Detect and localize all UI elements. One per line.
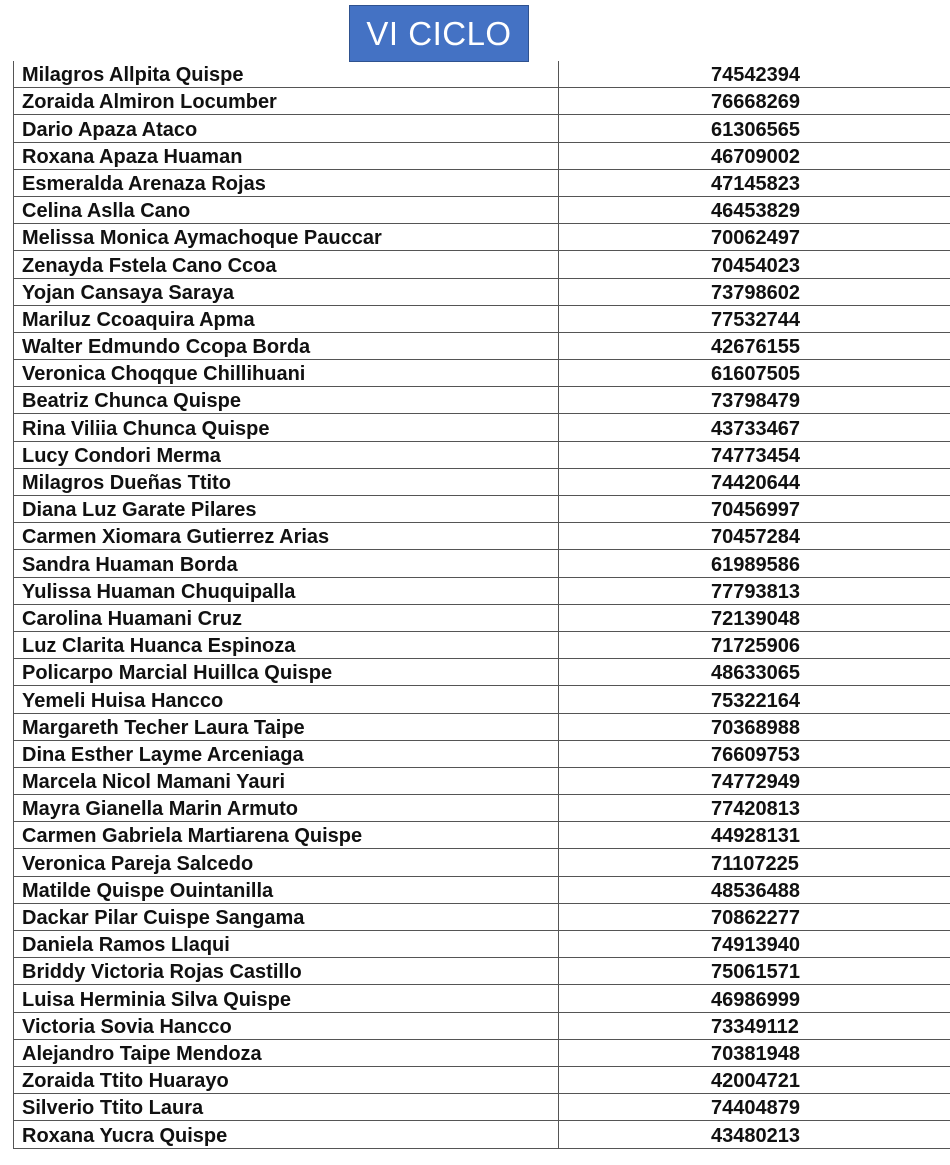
student-name-cell: Marcela Nicol Mamani Yauri bbox=[14, 768, 559, 794]
student-code-cell: 77532744 bbox=[711, 308, 800, 331]
student-name-cell: Celina Aslla Cano bbox=[14, 197, 559, 223]
table-row bbox=[14, 605, 950, 632]
table-row bbox=[14, 822, 950, 849]
student-name-cell: Carmen Gabriela Martiarena Quispe bbox=[14, 822, 559, 848]
student-code-cell: 70456997 bbox=[711, 499, 800, 522]
table-row bbox=[14, 251, 950, 278]
table-row bbox=[14, 985, 950, 1012]
table-row bbox=[14, 1121, 950, 1148]
table-row bbox=[14, 61, 950, 88]
student-name-cell: Mayra Gianella Marin Armuto bbox=[14, 795, 559, 821]
table-row bbox=[14, 904, 950, 931]
student-name-cell: Beatriz Chunca Quispe bbox=[14, 387, 559, 413]
student-name-cell: Briddy Victoria Rojas Castillo bbox=[14, 958, 559, 984]
student-code-cell: 70454023 bbox=[711, 254, 800, 277]
student-code-cell: 76668269 bbox=[711, 91, 800, 114]
student-name-cell: Yojan Cansaya Saraya bbox=[14, 279, 559, 305]
table-row bbox=[14, 197, 950, 224]
student-name-cell: Carolina Huamani Cruz bbox=[14, 605, 559, 631]
student-name-cell: Melissa Monica Aymachoque Pauccar bbox=[14, 224, 559, 250]
table-row bbox=[14, 686, 950, 713]
student-name-cell: Carmen Xiomara Gutierrez Arias bbox=[14, 523, 559, 549]
student-name-cell: Dina Esther Layme Arceniaga bbox=[14, 741, 559, 767]
table-row bbox=[14, 1013, 950, 1040]
table-row bbox=[14, 143, 950, 170]
student-code-cell: 61306565 bbox=[711, 118, 800, 141]
student-code-cell: 74404879 bbox=[711, 1097, 800, 1120]
table-row bbox=[14, 442, 950, 469]
student-code-cell: 75322164 bbox=[711, 689, 800, 712]
table-row bbox=[14, 306, 950, 333]
student-code-cell: 61607505 bbox=[711, 363, 800, 386]
table-row bbox=[14, 115, 950, 142]
table-row bbox=[14, 279, 950, 306]
student-name-cell: Dario Apaza Ataco bbox=[14, 115, 559, 141]
student-code-cell: 61989586 bbox=[711, 553, 800, 576]
student-name-cell: Policarpo Marcial Huillca Quispe bbox=[14, 659, 559, 685]
student-name-cell: Rina Viliia Chunca Quispe bbox=[14, 414, 559, 440]
student-code-cell: 70862277 bbox=[711, 907, 800, 929]
student-code-cell: 71107225 bbox=[711, 852, 799, 875]
table-row bbox=[14, 414, 950, 441]
cycle-title-badge bbox=[349, 5, 529, 62]
student-code-cell: 74542394 bbox=[711, 64, 800, 87]
student-code-cell: 43480213 bbox=[711, 1124, 800, 1147]
table-row bbox=[14, 714, 950, 741]
table-row bbox=[14, 659, 950, 686]
student-code-cell: 42004721 bbox=[711, 1070, 800, 1093]
table-row bbox=[14, 1067, 950, 1094]
table-row bbox=[14, 333, 950, 360]
table-row bbox=[14, 1040, 950, 1067]
student-name-cell: Alejandro Taipe Mendoza bbox=[14, 1040, 559, 1066]
table-row bbox=[14, 1094, 950, 1121]
student-name-cell: Veronica Pareja Salcedo bbox=[14, 849, 559, 875]
table-row bbox=[14, 849, 950, 876]
student-name-cell: Yemeli Huisa Hancco bbox=[14, 686, 559, 712]
student-name-cell: Zoraida Ttito Huarayo bbox=[14, 1067, 559, 1093]
student-code-cell: 43733467 bbox=[711, 417, 800, 440]
table-row bbox=[14, 496, 950, 523]
table-row bbox=[14, 387, 950, 414]
table-row bbox=[14, 741, 950, 768]
table-row bbox=[14, 958, 950, 985]
student-code-cell: 71725906 bbox=[711, 635, 800, 658]
student-code-cell: 70368988 bbox=[711, 716, 800, 739]
student-name-cell: Margareth Techer Laura Taipe bbox=[14, 714, 559, 740]
student-code-cell: 73798479 bbox=[711, 390, 800, 413]
student-table bbox=[13, 61, 950, 1149]
student-code-cell: 77420813 bbox=[711, 798, 800, 821]
student-code-cell: 74420644 bbox=[711, 472, 800, 494]
student-code-cell: 77793813 bbox=[711, 580, 800, 603]
student-name-cell: Milagros Dueñas Ttito bbox=[14, 469, 559, 495]
student-code-cell: 74773454 bbox=[711, 444, 800, 467]
student-code-cell: 48536488 bbox=[711, 879, 800, 902]
student-code-cell: 47145823 bbox=[711, 172, 800, 195]
table-row bbox=[14, 170, 950, 197]
student-code-cell: 75061571 bbox=[711, 961, 800, 984]
student-code-cell: 73349112 bbox=[711, 1015, 799, 1038]
student-name-cell: Mariluz Ccoaquira Apma bbox=[14, 306, 559, 332]
table-row bbox=[14, 931, 950, 958]
student-name-cell: Dackar Pilar Cuispe Sangama bbox=[14, 904, 559, 930]
table-row bbox=[14, 550, 950, 577]
table-row bbox=[14, 224, 950, 251]
student-code-cell: 42676155 bbox=[711, 336, 800, 359]
student-name-cell: Lucy Condori Merma bbox=[14, 442, 559, 468]
student-name-cell: Zoraida Almiron Locumber bbox=[14, 88, 559, 114]
student-name-cell: Silverio Ttito Laura bbox=[14, 1094, 559, 1120]
table-row bbox=[14, 88, 950, 115]
student-code-cell: 76609753 bbox=[711, 743, 800, 766]
student-name-cell: Milagros Allpita Quispe bbox=[14, 61, 559, 87]
student-name-cell: Esmeralda Arenaza Rojas bbox=[14, 170, 559, 196]
student-code-cell: 72139048 bbox=[711, 607, 800, 630]
student-code-cell: 74772949 bbox=[711, 771, 800, 794]
student-name-cell: Zenayda Fstela Cano Ccoa bbox=[14, 251, 559, 277]
table-row bbox=[14, 877, 950, 904]
table-row bbox=[14, 632, 950, 659]
student-name-cell: Roxana Yucra Quispe bbox=[14, 1121, 559, 1147]
student-code-cell: 44928131 bbox=[711, 825, 800, 848]
student-code-cell: 70062497 bbox=[711, 227, 800, 250]
student-name-cell: Luisa Herminia Silva Quispe bbox=[14, 985, 559, 1011]
student-name-cell: Diana Luz Garate Pilares bbox=[14, 496, 559, 522]
student-code-cell: 73798602 bbox=[711, 281, 800, 304]
student-code-cell: 46709002 bbox=[711, 145, 800, 168]
student-name-cell: Sandra Huaman Borda bbox=[14, 550, 559, 576]
student-name-cell: Victoria Sovia Hancco bbox=[14, 1013, 559, 1039]
student-name-cell: Matilde Quispe Ouintanilla bbox=[14, 877, 559, 903]
table-row bbox=[14, 768, 950, 795]
table-row bbox=[14, 578, 950, 605]
student-name-cell: Luz Clarita Huanca Espinoza bbox=[14, 632, 559, 658]
student-name-cell: Veronica Choqque Chillihuani bbox=[14, 360, 559, 386]
student-name-cell: Walter Edmundo Ccopa Borda bbox=[14, 333, 559, 359]
student-code-cell: 70381948 bbox=[711, 1042, 800, 1065]
student-code-cell: 46453829 bbox=[711, 200, 800, 223]
cycle-title: VI CICLO bbox=[366, 14, 512, 52]
student-code-cell: 48633065 bbox=[711, 662, 800, 685]
table-row bbox=[14, 795, 950, 822]
table-row bbox=[14, 360, 950, 387]
table-row bbox=[14, 523, 950, 550]
table-row bbox=[14, 469, 950, 496]
student-name-cell: Yulissa Huaman Chuquipalla bbox=[14, 578, 559, 604]
student-code-cell: 70457284 bbox=[711, 526, 800, 549]
student-name-cell: Daniela Ramos Llaqui bbox=[14, 931, 559, 957]
student-code-cell: 74913940 bbox=[711, 934, 800, 957]
student-code-cell: 46986999 bbox=[711, 988, 800, 1011]
student-name-cell: Roxana Apaza Huaman bbox=[14, 143, 559, 169]
